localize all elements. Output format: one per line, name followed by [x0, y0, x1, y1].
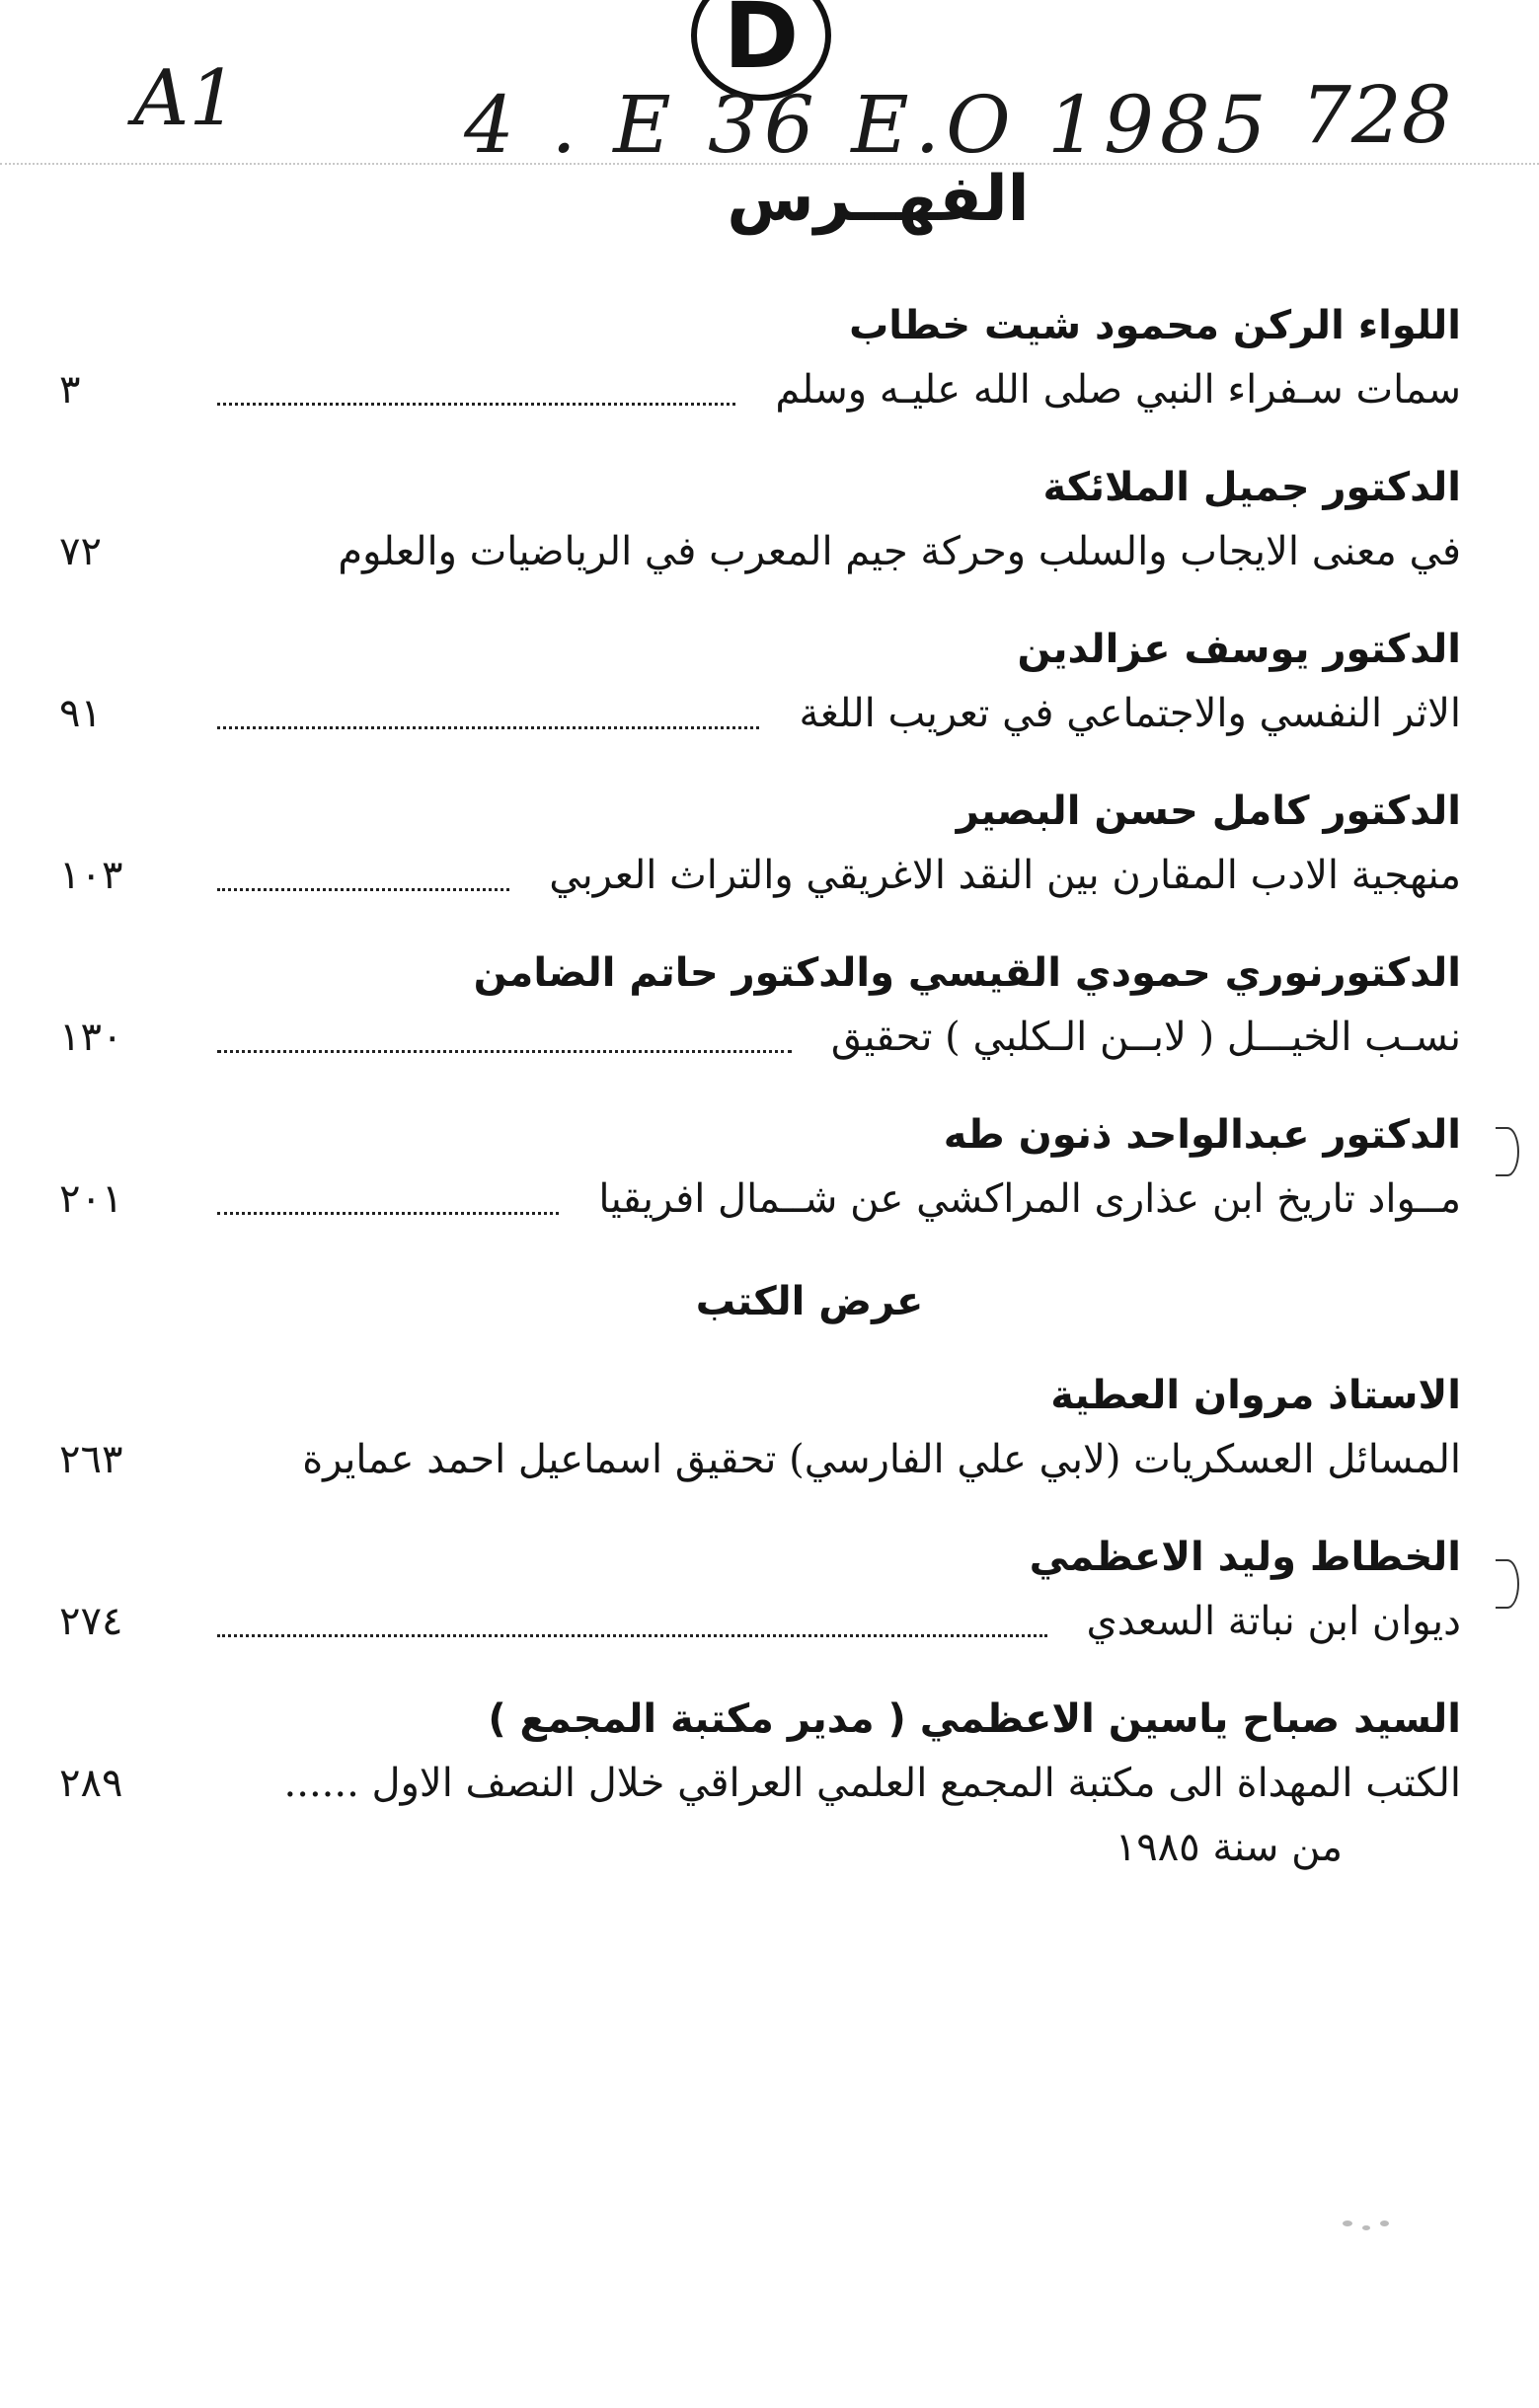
handwritten-code-left: A1	[133, 54, 238, 143]
entry-author: اللواء الركن محمود شيت خطاب	[849, 303, 1461, 348]
entry-author: الدكتور جميل الملائكة	[1042, 465, 1461, 510]
entry-row	[59, 1165, 1461, 1234]
entry-title: الكتب المهداة الى مكتبة المجمع العلمي العراقي خلال النصف الاول ......	[283, 1761, 1461, 1806]
review-entry	[59, 1690, 1461, 1877]
entry-title: في معنى الايجاب والسلب وحركة جيم المعرب في الرياضيات والعلوم	[338, 529, 1461, 574]
entry-title: مــواد تاريخ ابن عذارى المراكشي عن شــمال افريقيا	[598, 1176, 1461, 1222]
entry-row	[59, 679, 1461, 748]
entry-title: نسـب الخيـــل ( لابــن الـكلبي ) تحقيق	[830, 1015, 1461, 1060]
handwritten-number-right: 728	[1301, 69, 1452, 161]
entry-row	[59, 355, 1461, 424]
dot-leader	[217, 888, 509, 891]
entry-title: منهجية الادب المقارن بين النقد الاغريقي والتراث العربي	[549, 853, 1461, 898]
toc-entry	[59, 296, 1461, 424]
scan-speck	[1343, 2220, 1352, 2226]
entry-row	[59, 1587, 1461, 1656]
margin-bracket-mark	[1496, 1127, 1519, 1176]
entry-title: المسائل العسكريات (لابي علي الفارسي) تحقيق اسماعيل احمد عمايرة	[302, 1437, 1461, 1482]
stamp-letter: D	[723, 0, 800, 89]
entry-row	[59, 1425, 1461, 1494]
margin-bracket-mark	[1496, 1559, 1519, 1609]
entry-title: سمات سـفراء النبي صلى الله عليـه وسلم	[775, 367, 1461, 413]
toc-entry	[59, 1105, 1461, 1234]
entry-author: الدكتورنوري حمودي القيسي والدكتور حاتم الضامن	[473, 950, 1461, 996]
entry-row	[59, 1003, 1461, 1072]
entry-title-continuation: من سنة ١٩٨٥	[1115, 1825, 1343, 1870]
entry-title: ديوان ابن نباتة السعدي	[1086, 1599, 1461, 1644]
entry-title: الاثر النفسي والاجتماعي في تعريب اللغة	[799, 691, 1461, 736]
scan-speck	[1380, 2220, 1389, 2226]
entry-author: السيد صباح ياسين الاعظمي ( مدير مكتبة المجمع )	[488, 1696, 1461, 1742]
toc-entry	[59, 620, 1461, 748]
entry-author: الدكتور يوسف عزالدين	[1017, 627, 1461, 672]
entry-page: ٢٧٤	[59, 1599, 123, 1644]
review-entry	[59, 1528, 1461, 1656]
entry-page: ٢٨٩	[59, 1761, 123, 1806]
review-entry	[59, 1366, 1461, 1494]
toc-entry	[59, 458, 1461, 586]
dot-leader	[217, 1634, 1047, 1637]
toc-entry	[59, 782, 1461, 910]
entry-author: الدكتور كامل حسن البصير	[956, 789, 1461, 834]
entry-page: ١٣٠	[59, 1015, 123, 1060]
entry-page: ٣	[59, 367, 81, 413]
entry-row	[59, 841, 1461, 910]
page-title-text: الفهــرس	[727, 163, 1030, 236]
entry-author: الدكتور عبدالواحد ذنون طه	[943, 1112, 1461, 1158]
dot-leader	[217, 403, 735, 406]
entry-page: ١٠٣	[59, 853, 123, 898]
dot-leader	[217, 1050, 792, 1053]
dot-leader	[217, 1212, 559, 1215]
entry-row	[59, 517, 1461, 586]
entry-page: ٢٠١	[59, 1176, 123, 1222]
dot-leader	[217, 726, 759, 729]
entry-row	[59, 1749, 1461, 1818]
entry-page: ٧٢	[59, 529, 102, 574]
entry-author: الخطاط وليد الاعظمي	[1029, 1535, 1461, 1580]
entry-author: الاستاذ مروان العطية	[1050, 1373, 1461, 1418]
page-title	[0, 163, 1539, 236]
entry-page: ٩١	[59, 691, 102, 736]
section-heading: عرض الكتب	[695, 1279, 924, 1324]
entry-page: ٢٦٣	[59, 1437, 123, 1482]
table-of-contents	[59, 296, 1461, 1911]
scan-speck	[1362, 2225, 1370, 2230]
handwritten-reference: 4 . E 36 E.O 1985	[464, 79, 1272, 171]
toc-entry	[59, 943, 1461, 1072]
